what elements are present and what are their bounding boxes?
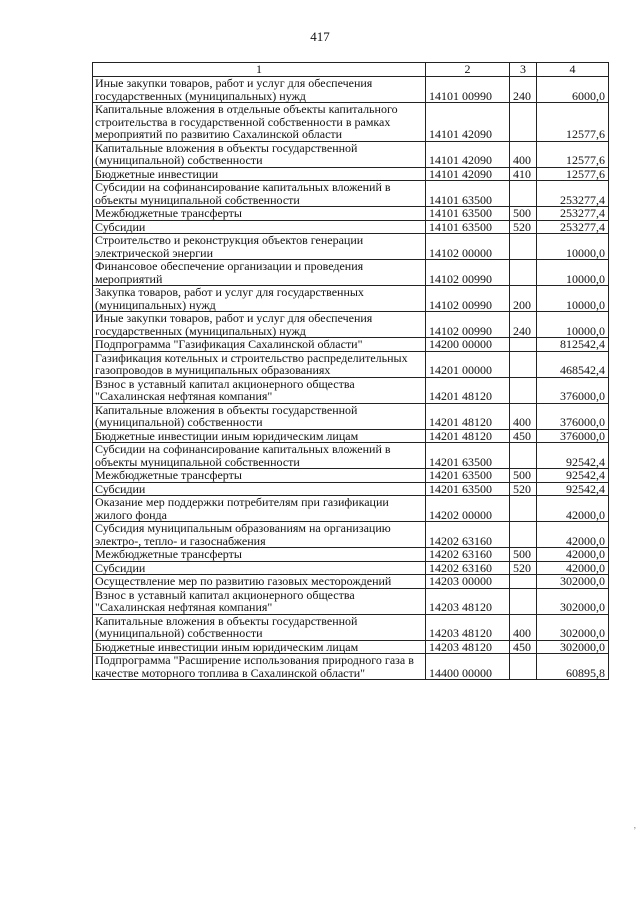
row-vr [510,575,537,589]
row-vr: 400 [510,403,537,429]
table-row [93,614,609,640]
row-amount: 42000,0 [537,496,609,522]
row-vr: 520 [510,482,537,496]
table-row [93,575,609,589]
table-row [93,286,609,312]
table-row [93,522,609,548]
column-header-name: 1 [93,63,426,77]
row-code: 14201 63500 [426,469,510,483]
table-row [93,338,609,352]
row-code: 14203 00000 [426,575,510,589]
row-name: Субсидии на софинансирование капитальных вложений в объекты муниципальной собственности [93,181,426,207]
row-vr [510,522,537,548]
row-name: Финансовое обеспечение организации и проведения мероприятий [93,260,426,286]
row-amount: 812542,4 [537,338,609,352]
row-name: Капитальные вложения в объекты государственной (муниципальной) собственности [93,141,426,167]
table-row [93,377,609,403]
row-code: 14203 48120 [426,588,510,614]
row-code: 14202 63160 [426,522,510,548]
row-code: 14101 42090 [426,141,510,167]
row-vr: 400 [510,614,537,640]
row-vr: 400 [510,141,537,167]
column-header-code: 2 [426,63,510,77]
table-row [93,403,609,429]
row-name: Капитальные вложения в объекты государственной (муниципальной) собственности [93,403,426,429]
row-name: Субсидии [93,482,426,496]
page-number: 417 [310,29,330,44]
table-row [93,312,609,338]
row-name: Субсидии [93,561,426,575]
table-row [93,351,609,377]
row-amount: 10000,0 [537,234,609,260]
row-code: 14101 42090 [426,103,510,142]
row-amount: 6000,0 [537,77,609,103]
table-row [93,234,609,260]
row-amount: 376000,0 [537,377,609,403]
row-vr [510,377,537,403]
row-vr: 240 [510,312,537,338]
row-vr [510,654,537,680]
row-amount: 376000,0 [537,403,609,429]
row-vr [510,588,537,614]
row-name: Взнос в уставный капитал акционерного общества "Сахалинская нефтяная компания" [93,588,426,614]
table-row [93,103,609,142]
table-row [93,482,609,496]
row-amount: 253277,4 [537,181,609,207]
row-name: Подпрограмма "Расширение использования природного газа в качестве моторного топлива в Сахалинской области" [93,654,426,680]
row-vr: 240 [510,77,537,103]
table-row [93,181,609,207]
row-name: Межбюджетные трансферты [93,548,426,562]
row-code: 14101 63500 [426,207,510,221]
row-vr: 500 [510,207,537,221]
row-amount: 12577,6 [537,167,609,181]
row-code: 14101 63500 [426,220,510,234]
row-amount: 253277,4 [537,220,609,234]
table-row [93,167,609,181]
row-amount: 10000,0 [537,260,609,286]
row-name: Газификация котельных и строительство распределительных газопроводов в муниципальных образованиях [93,351,426,377]
row-name: Закупка товаров, работ и услуг для государственных (муниципальных) нужд [93,286,426,312]
row-amount: 42000,0 [537,522,609,548]
table-header-row [93,63,609,77]
row-amount: 302000,0 [537,640,609,654]
row-amount: 302000,0 [537,575,609,589]
row-name: Межбюджетные трансферты [93,207,426,221]
table-row [93,588,609,614]
row-name: Межбюджетные трансферты [93,469,426,483]
row-vr: 500 [510,548,537,562]
row-vr [510,181,537,207]
row-name: Субсидии на софинансирование капитальных вложений в объекты муниципальной собственности [93,443,426,469]
row-code: 14202 00000 [426,496,510,522]
table-row [93,260,609,286]
row-name: Субсидии [93,220,426,234]
row-code: 14101 42090 [426,167,510,181]
row-name: Бюджетные инвестиции иным юридическим лицам [93,429,426,443]
table-row [93,640,609,654]
row-vr [510,496,537,522]
row-code: 14101 63500 [426,181,510,207]
row-vr [510,443,537,469]
row-name: Иные закупки товаров, работ и услуг для обеспечения государственных (муниципальных) нужд [93,312,426,338]
row-amount: 92542,4 [537,482,609,496]
row-code: 14203 48120 [426,614,510,640]
row-amount: 42000,0 [537,548,609,562]
row-code: 14102 00000 [426,234,510,260]
row-amount: 10000,0 [537,312,609,338]
row-amount: 302000,0 [537,614,609,640]
table-row [93,141,609,167]
row-name: Капитальные вложения в отдельные объекты капитального строительства в государственной собственности в рамках мероприятий по развитию Сахалинской области [93,103,426,142]
budget-table [92,62,609,680]
row-name: Капитальные вложения в объекты государственной (муниципальной) собственности [93,614,426,640]
margin-mark: , [633,820,636,830]
table-row [93,220,609,234]
row-amount: 12577,6 [537,141,609,167]
row-name: Оказание мер поддержки потребителям при газификации жилого фонда [93,496,426,522]
row-amount: 253277,4 [537,207,609,221]
row-amount: 42000,0 [537,561,609,575]
column-header-amount: 4 [537,63,609,77]
row-code: 14201 63500 [426,482,510,496]
row-vr [510,351,537,377]
table-row [93,561,609,575]
row-amount: 468542,4 [537,351,609,377]
table-row [93,469,609,483]
row-code: 14202 63160 [426,548,510,562]
row-name: Осуществление мер по развитию газовых месторождений [93,575,426,589]
column-header-vr: 3 [510,63,537,77]
row-name: Строительство и реконструкция объектов генерации электрической энергии [93,234,426,260]
table-row [93,496,609,522]
row-code: 14101 00990 [426,77,510,103]
row-vr: 520 [510,561,537,575]
row-vr: 410 [510,167,537,181]
table-row [93,443,609,469]
row-code: 14201 48120 [426,377,510,403]
row-vr: 200 [510,286,537,312]
row-code: 14201 48120 [426,429,510,443]
table-row [93,654,609,680]
row-code: 14201 48120 [426,403,510,429]
table-row [93,77,609,103]
row-code: 14200 00000 [426,338,510,352]
row-vr [510,103,537,142]
row-name: Бюджетные инвестиции [93,167,426,181]
table-row [93,429,609,443]
row-vr [510,234,537,260]
row-vr [510,338,537,352]
row-amount: 10000,0 [537,286,609,312]
row-amount: 92542,4 [537,443,609,469]
row-name: Подпрограмма "Газификация Сахалинской области" [93,338,426,352]
row-name: Иные закупки товаров, работ и услуг для обеспечения государственных (муниципальных) нужд [93,77,426,103]
row-amount: 60895,8 [537,654,609,680]
row-amount: 12577,6 [537,103,609,142]
row-vr: 520 [510,220,537,234]
row-amount: 302000,0 [537,588,609,614]
row-name: Субсидия муниципальным образованиям на организацию электро-, тепло- и газоснабжения [93,522,426,548]
row-name: Бюджетные инвестиции иным юридическим лицам [93,640,426,654]
row-vr: 450 [510,429,537,443]
row-name: Взнос в уставный капитал акционерного общества "Сахалинская нефтяная компания" [93,377,426,403]
row-code: 14102 00990 [426,286,510,312]
table-row [93,548,609,562]
row-vr [510,260,537,286]
row-code: 14202 63160 [426,561,510,575]
row-code: 14102 00990 [426,312,510,338]
row-code: 14400 00000 [426,654,510,680]
row-vr: 450 [510,640,537,654]
row-amount: 92542,4 [537,469,609,483]
row-code: 14201 63500 [426,443,510,469]
row-code: 14203 48120 [426,640,510,654]
row-code: 14201 00000 [426,351,510,377]
row-amount: 376000,0 [537,429,609,443]
row-vr: 500 [510,469,537,483]
row-code: 14102 00990 [426,260,510,286]
table-row [93,207,609,221]
